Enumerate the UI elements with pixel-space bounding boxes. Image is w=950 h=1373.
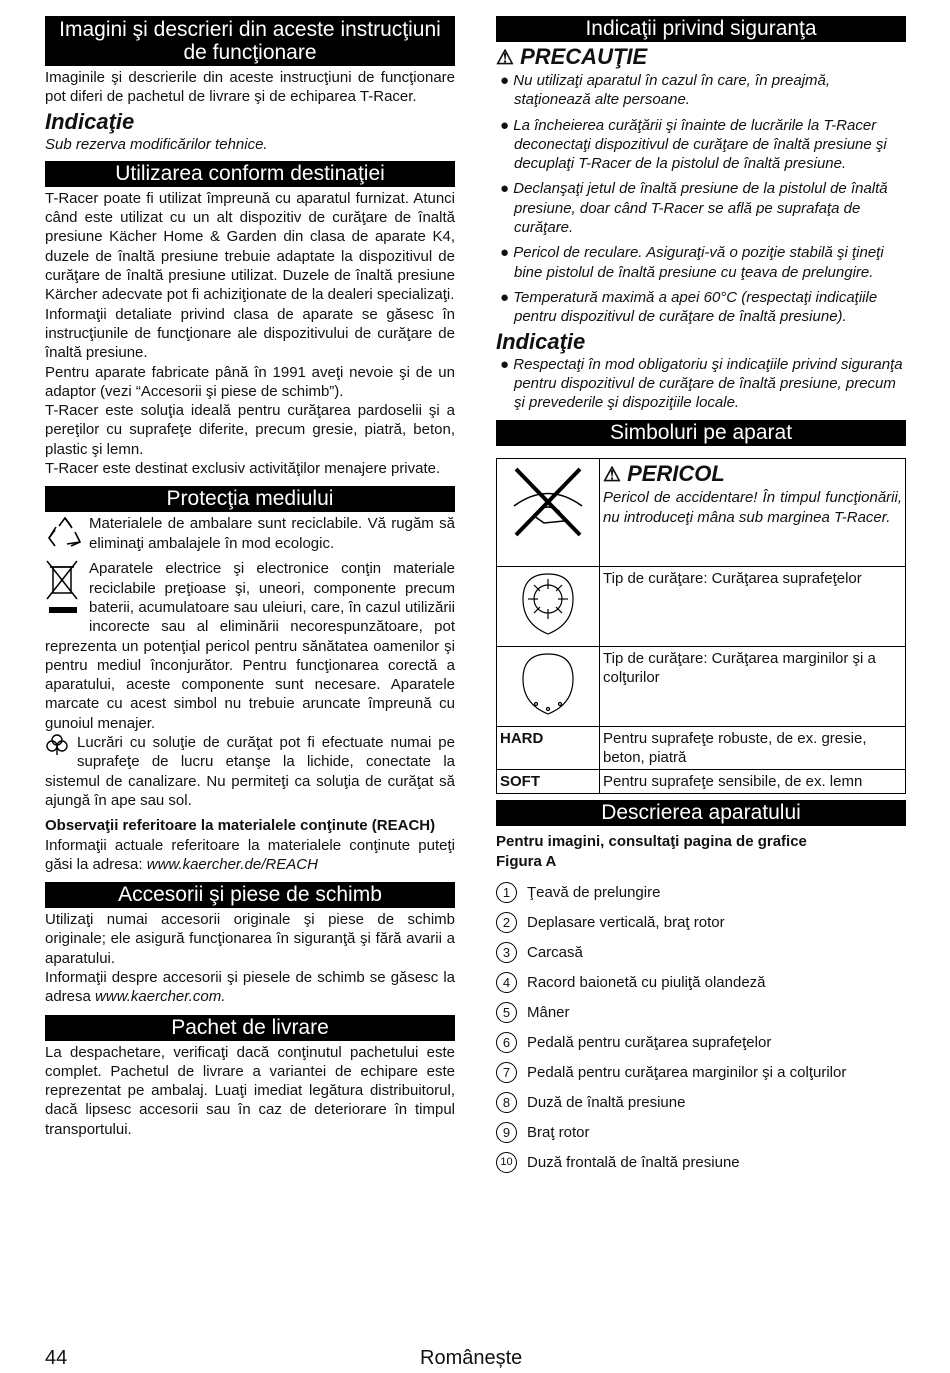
list-item: 5 Mâner xyxy=(496,997,906,1027)
env-paragraph-2: Aparatele electrice şi electronice conţin materiale reciclabile preţioase şi, uneori, componente precum baterii, acumulatoare sau uleiuri, care, în cazul utilizării incorecte sau al eliminării necorespunzătoare, pot reprezenta un potenţial pericol pentru sănătatea oamenilor şi pentru mediul înconjurător. Pentru funcţionarea corectă a aparatului, aceste componente sunt necesare. Aparatele marcate cu acest simbol nu trebuie aruncate împreună cu gunoiul menajer. xyxy=(45,560,455,732)
soft-label: SOFT xyxy=(497,770,600,794)
use-paragraph-3: Pentru aparate fabricate până în 1991 aveţi nevoie şi de un adaptor (vezi “Accesorii şi piese de schimb”). xyxy=(45,363,455,400)
acc-link[interactable]: www.kaercher.com. xyxy=(95,988,226,1006)
soft-text: Pentru suprafeţe sensibile, de ex. lemn xyxy=(600,770,906,794)
language-label: Românește xyxy=(420,1347,523,1369)
list-item: 2 Deplasare verticală, braţ rotor xyxy=(496,907,906,937)
section-heading-package: Pachet de livrare xyxy=(45,1015,455,1041)
surface-cleaning-text: Tip de curăţare: Curăţarea suprafeţelor xyxy=(600,567,906,647)
recycle-icon xyxy=(45,514,89,559)
safety-bullet: ● Pericol de reculare. Asiguraţi-vă o poziţie stabilă şi ţineţi bine pistolul de înaltă presiune cu ţeava de prelungire. xyxy=(500,244,884,281)
page-number: 44 xyxy=(45,1347,68,1369)
reach-link[interactable]: www.kaercher.de/REACH xyxy=(146,855,318,873)
danger-cell xyxy=(600,459,906,567)
caution-heading xyxy=(496,44,906,71)
desc-intro: Pentru imagini, consultaţi pagina de grafice xyxy=(496,833,807,851)
section-heading-symbols: Simboluri pe aparat xyxy=(496,420,906,446)
note-title-right: Indicaţie xyxy=(496,328,586,354)
section-heading-use: Utilizarea conform destinaţiei xyxy=(45,161,455,187)
list-item: 4 Racord baionetă cu piuliţă olandeză xyxy=(496,967,906,997)
danger-heading: ⚠ PERICOL xyxy=(603,461,725,487)
safety-bullet: ● Temperatură maximă a apei 60°C (respectaţi indicaţiile pentru dispozitivul de curăţare de înaltă presiune). xyxy=(500,288,878,326)
danger-text: Pericol de accidentare! În timpul funcţionării, nu introduceţi mâna sub marginea T-Racer. xyxy=(603,489,902,526)
use-paragraph-5: T-Racer este destinat exclusiv activităţilor menajere private. xyxy=(45,460,441,478)
list-item: 10 Duză frontală de înaltă presiune xyxy=(496,1147,906,1177)
no-hand-icon xyxy=(497,459,600,567)
list-item: 6 Pedală pentru curăţarea suprafeţelor xyxy=(496,1027,906,1057)
warning-triangle-icon: ⚠ xyxy=(496,47,514,69)
images-paragraph: Imaginile şi descrierile din aceste instrucţiuni de funcţionare pot diferi de pachetul de livrare şi de echiparea T-Racer. xyxy=(45,69,455,106)
right-column xyxy=(496,16,906,1177)
left-column xyxy=(45,16,455,1139)
safety-bullet: ● Nu utilizaţi aparatul în cazul în care, în preajmă, staţionează alte persoane. xyxy=(500,72,831,109)
edge-cleaning-icon xyxy=(497,647,600,727)
section-heading-accessories: Accesorii şi piese de schimb xyxy=(45,882,455,908)
caution-title: PRECAUŢIE xyxy=(520,44,648,69)
section-heading-description: Descrierea aparatului xyxy=(496,800,906,826)
acc-paragraph-2 xyxy=(45,968,455,1007)
env-paragraph-1: Materialele de ambalare sunt reciclabile. Vă rugăm să eliminaţi ambalajele în mod ecologic. xyxy=(89,515,455,552)
use-paragraph-4: T-Racer este soluţia ideală pentru curăţarea pardoselii şi a pereţilor cu suprafeţe diferite, precum gresie, piatră, beton, plastic şi lemn. xyxy=(45,402,455,458)
danger-triangle-icon: ⚠ xyxy=(603,464,621,487)
env-recycle-row xyxy=(45,514,455,559)
desc-figure: Figura A xyxy=(496,852,557,870)
list-item: 7 Pedală pentru curăţarea marginilor şi a colţurilor xyxy=(496,1057,906,1087)
note-bullet: ● Respectaţi în mod obligatoriu şi indicaţiile privind siguranţa pentru dispozitivul de curăţare de înaltă presiune, precum şi prevederile şi dispoziţiile locale. xyxy=(500,355,903,412)
reach-paragraph xyxy=(45,836,455,875)
reach-title: Observaţii referitoare la materialele conţinute (REACH) xyxy=(45,817,436,835)
parts-list xyxy=(496,877,906,1177)
env-paragraph-3: Lucrări cu soluţie de curăţat pot fi efectuate numai pe suprafeţe de lucru etanşe la lichide, conectate la sistemul de canalizare. Nu permiteţi ca soluţia de curăţat să ajungă în ape sau sol. xyxy=(45,734,455,809)
env-water-block xyxy=(45,733,455,810)
crossed-bin-icon xyxy=(45,559,89,619)
use-paragraph-1: T-Racer poate fi utilizat împreună cu aparatul furnizat. Atunci când este utilizat cu un alt dispozitiv de curăţare de înaltă presiune Kächer Home & Garden din clasa de aparate K4, duzele de înaltă presiune trebuie adaptate la dispozitivul de curăţare de înaltă presiune utilizat. Duzele de înaltă presiune Kärcher adecvate pot fi achiziţionate de la dealeri specializaţi. xyxy=(45,189,455,304)
safety-bullet: ● La încheierea curăţării şi înainte de lucrările la T-Racer deconectaţi dispozitivul de curăţare de înaltă presiune şi decuplaţi T-Racer de la pistolul de înaltă presiune. xyxy=(500,116,887,173)
list-item: 1 Ţeavă de prelungire xyxy=(496,877,906,907)
hard-text: Pentru suprafeţe robuste, de ex. gresie, beton, piatră xyxy=(600,727,906,770)
surface-cleaning-icon xyxy=(497,567,600,647)
list-item: 8 Duză de înaltă presiune xyxy=(496,1087,906,1117)
hard-label: HARD xyxy=(497,727,600,770)
note-text: Sub rezerva modificărilor tehnice. xyxy=(45,135,268,153)
section-heading-safety: Indicaţii privind siguranţa xyxy=(496,16,906,42)
env-weee-block xyxy=(45,559,455,733)
package-paragraph: La despachetare, verificaţi dacă conţinutul pachetului este complet. Pachetul de livrare a variantei de echipare este reprezentat pe ambalaj. Luaţi imediat legătura distribuitorul, dacă lipsesc accesorii sau în caz de deteriorare în timpul transportului. xyxy=(45,1043,455,1138)
list-item: 3 Carcasă xyxy=(496,937,906,967)
acc-text: Informaţii despre accesorii şi piesele de schimb se găsesc la adresa xyxy=(45,968,455,1006)
water-protection-icon xyxy=(45,733,77,757)
symbols-table xyxy=(496,458,906,794)
use-paragraph-2: Informaţii detaliate privind clasa de aparate se găsesc în instrucţiunile de funcţionare ale dispozitivului de curăţare de înaltă presiune. xyxy=(45,305,455,362)
note-title: Indicaţie xyxy=(45,108,135,134)
acc-paragraph-1: Utilizaţi numai accesorii originale şi piese de schimb originale; ele asigură funcţionarea în siguranţă şi fără avarii a aparatului. xyxy=(45,911,455,967)
edge-cleaning-text: Tip de curăţare: Curăţarea marginilor şi a colţurilor xyxy=(600,647,906,727)
section-heading-environment: Protecţia mediului xyxy=(45,486,455,512)
safety-bullet: ● Declanşaţi jetul de înaltă presiune de la pistolul de înaltă presiune, doar când T-Racer se află pe suprafaţa de curăţare. xyxy=(500,180,888,237)
reach-text: Informaţii actuale referitoare la materialele conţinute puteţi găsi la adresa: xyxy=(45,836,455,873)
list-item: 9 Braţ rotor xyxy=(496,1117,906,1147)
section-heading-images: Imagini şi descrieri din aceste instrucţiuni de funcţionare xyxy=(45,16,455,66)
